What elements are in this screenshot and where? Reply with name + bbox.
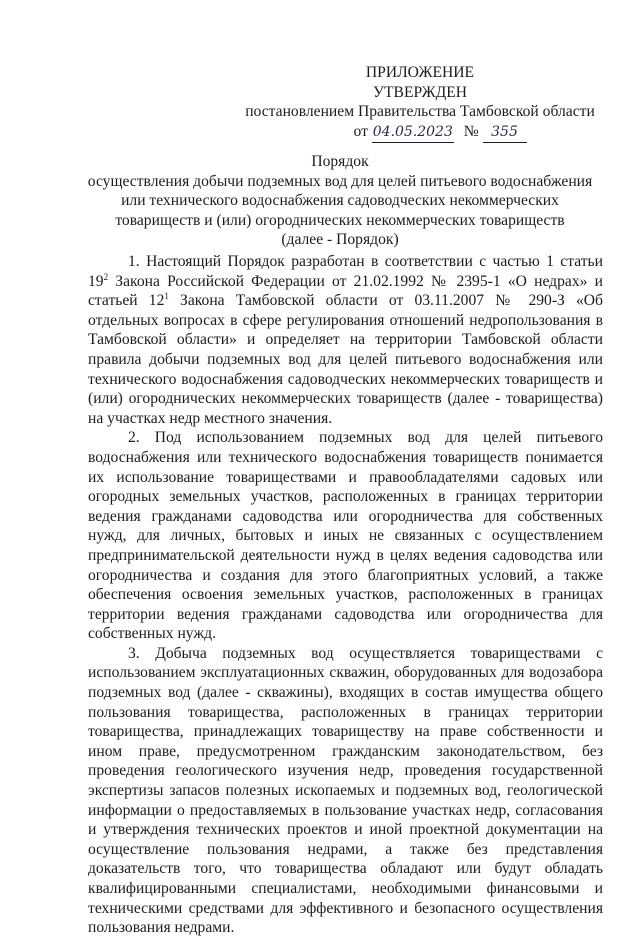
title-line: (далее - Порядок) [281,231,399,249]
document-title [80,152,600,250]
handwritten-date: 04.05.2023 [372,123,454,144]
date-prefix: от [353,122,368,140]
approver-line: постановлением Правительства Тамбовской области [245,103,595,121]
date-number-line [230,122,610,144]
paragraph-3: 3. Добыча подземных вод осуществляется товариществами с использованием эксплуатационных скважин, оборудованных для водозабора подземных вод (далее - скважины), входящих в состав имущества общего пользования товарищества, расположенных в границах территории товарищества, принадлежащих товариществу на праве собственности и ином праве, предусмотренном гражданским законодательством, без проведения геологического изучения недр, проведения государственной экспертизы запасов полезных ископаемых и подземных вод, геологической информации о предоставляемых в пользование участках недр, согласования и утверждения технических проектов и иной проектной документации на осуществление пользования недрами, а также без представления доказательств того, что товарищества обладают или будут обладать квалифицированными специалистами, необходимыми финансовыми и техническими средствами для эффективного и безопасного осуществления пользования недрами. [88,644,603,937]
paragraph-2: 2. Под использованием подземных вод для целей питьевого водоснабжения или технического водоснабжения товариществ понимается их использование товариществами и правообладателями садовых или огородных земельных участков, расположенных в границах территории ведения гражданами садоводства или огородничества для собственных нужд, для личных, бытовых и иных не связанных с осуществлением предпринимательской деятельности нужд в целях ведения садоводства или огородничества и создания для этого благоприятных условий, а также обеспечения освоения земельных участков, расположенных в границах территории ведения гражданами садоводства или огородничества для собственных нужд. [88,429,603,643]
approval-block [230,63,610,143]
attachment-label: ПРИЛОЖЕНИЕ [365,64,475,81]
handwritten-number: 355 [483,123,527,144]
title-line: Порядок [311,153,369,170]
title-line: товариществ и (или) огороднических некоммерческих товариществ [115,211,565,229]
document-body [88,252,603,938]
title-line: осуществления добычи подземных вод для целей питьевого водоснабжения [87,172,593,190]
approved-label: УТВЕРЖДЕН [372,83,467,101]
number-prefix: № [463,122,479,140]
title-line: или технического водоснабжения садоводческих некоммерческих [121,192,559,210]
paragraph-1: 1. Настоящий Порядок разработан в соответствии с частью 1 статьи $19^2$ Закона Российской Федерации от 21.02.1992 № 2395-1 «О недрах» и статьей $12^1$ Закона Тамбовской области от 03.11.2007 № 290-З «Об отдельных вопросах в сфере регулирования отношений недропользования в Тамбовской области» и определяет на территории Тамбовской области правила добычи подземных вод для целей питьевого водоснабжения или технического водоснабжения садоводческих некоммерческих товариществ и (или) огороднических некоммерческих товариществ (далее - товарищества) на участках недр местного значения. [88,253,603,427]
